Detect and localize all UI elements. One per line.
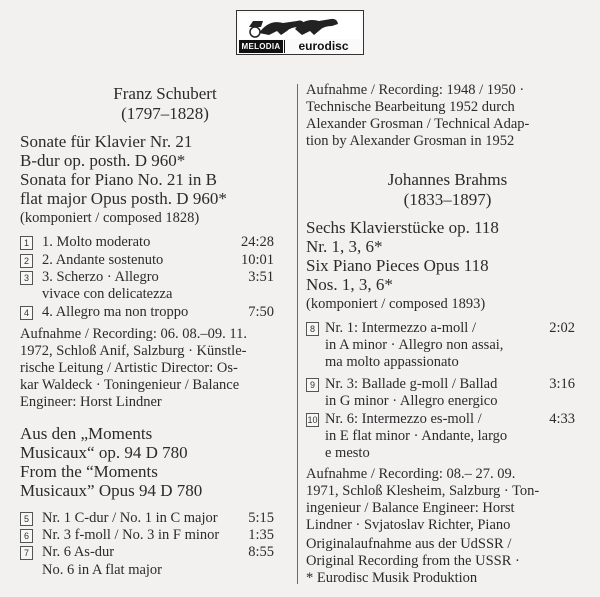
track-number: 3	[20, 271, 33, 285]
recording-line: Aufnahme / Recording: 06. 08.–09. 11.	[20, 326, 247, 342]
moments-title-line: Musicaux“ op. 94 D 780	[20, 443, 188, 462]
track-subtitle: in G minor · Allegro energico	[325, 393, 498, 409]
track-time: 10:01	[240, 252, 274, 268]
track-subtitle: vivace con delicatezza	[42, 286, 173, 302]
track-title: 4. Allegro ma non troppo	[42, 304, 189, 320]
track-subtitle: ma molto appassionato	[325, 354, 459, 370]
footer-line: Originalaufnahme aus der UdSSR /	[306, 536, 512, 552]
brahms-title-line: Six Piano Pieces Opus 118	[306, 256, 489, 275]
track-title: 2. Andante sostenuto	[42, 252, 164, 268]
track-title: Nr. 1: Intermezzo a-moll /	[325, 320, 476, 336]
recording-line: Engineer: Horst Lindner	[20, 394, 162, 410]
track-number: 10	[307, 415, 318, 425]
track-title: Nr. 3: Ballade g-moll / Ballad	[325, 376, 498, 392]
sonata-title-line: B-dur op. posth. D 960*	[20, 151, 186, 170]
schubert-composer: Franz Schubert	[113, 84, 217, 103]
footer-line: * Eurodisc Musik Produktion	[306, 570, 478, 586]
track-subtitle: No. 6 in A flat major	[42, 562, 163, 578]
schubert-years: (1797–1828)	[121, 104, 209, 123]
track-time: 1:35	[248, 527, 274, 543]
recording-line: Lindner · Svjatoslav Richter, Piano	[306, 517, 511, 533]
track-subtitle: in A minor · Allegro non assai,	[325, 337, 504, 353]
track-number: 9	[306, 378, 319, 392]
track-title: 1. Molto moderato	[42, 234, 151, 250]
track-number: 2	[20, 254, 33, 268]
track-time: 4:33	[549, 411, 575, 427]
recording-line: kar Waldeck · Toningenieur / Balance	[20, 377, 240, 393]
track-time: 2:02	[549, 320, 575, 336]
sonata-composed: (komponiert / composed 1828)	[20, 210, 200, 226]
track-number: 1	[20, 236, 33, 250]
brahms-title-line: Nr. 1, 3, 6*	[306, 237, 383, 256]
track-time: 3:16	[549, 376, 575, 392]
track-title: Nr. 6: Intermezzo es-moll /	[325, 411, 482, 427]
track-number: 6	[20, 529, 33, 543]
moments-title-line: Aus den „Moments	[20, 424, 153, 443]
brahms-composer: Johannes Brahms	[387, 170, 508, 189]
moments-title-line: Musicaux” Opus 94 D 780	[20, 481, 203, 500]
recording-line: Aufnahme / Recording: 1948 / 1950 ·	[306, 82, 525, 98]
brahms-title-line: Sechs Klavierstücke op. 118	[306, 218, 499, 237]
melodia-label: MELODIA	[239, 40, 283, 53]
track-number: 4	[20, 306, 33, 320]
brahms-composed: (komponiert / composed 1893)	[306, 296, 486, 312]
recording-line: 1971, Schloß Klesheim, Salzburg · Ton-	[306, 483, 540, 499]
column-divider	[297, 84, 298, 584]
recording-line: 1972, Schloß Anif, Salzburg · Künstle-	[20, 343, 247, 359]
sonata-title-line: Sonata for Piano No. 21 in B	[20, 170, 217, 189]
sonata-title-line: Sonate für Klavier Nr. 21	[20, 132, 193, 151]
track-subtitle: e mesto	[325, 445, 370, 461]
track-time: 7:50	[248, 304, 274, 320]
track-time: 24:28	[240, 234, 274, 250]
track-title: 3. Scherzo · Allegro	[42, 269, 159, 285]
melodia-eurodisc-logo	[236, 10, 364, 55]
track-number: 7	[20, 546, 33, 560]
track-number: 5	[20, 512, 33, 526]
track-subtitle: in E flat minor · Andante, largo	[325, 428, 508, 444]
footer-line: Original Recording from the USSR ·	[306, 553, 520, 569]
moments-title-line: From the “Moments	[20, 462, 158, 481]
track-title: Nr. 3 f-moll / No. 3 in F minor	[42, 527, 220, 543]
track-title: Nr. 1 C-dur / No. 1 in C major	[42, 510, 218, 526]
chariot-horses-icon	[239, 13, 361, 39]
sonata-title-line: flat major Opus posth. D 960*	[20, 189, 227, 208]
track-time: 8:55	[248, 544, 274, 560]
eurodisc-label: eurodisc	[284, 40, 362, 53]
recording-line: tion by Alexander Grosman in 1952	[306, 133, 515, 149]
brahms-title-line: Nos. 1, 3, 6*	[306, 275, 393, 294]
track-time: 3:51	[248, 269, 274, 285]
track-number: 8	[306, 322, 319, 336]
track-title: Nr. 6 As-dur	[42, 544, 115, 560]
brahms-years: (1833–1897)	[403, 190, 492, 209]
recording-line: Technische Bearbeitung 1952 durch	[306, 99, 515, 115]
recording-line: rische Leitung / Artistic Director: Os-	[20, 360, 238, 376]
recording-line: Aufnahme / Recording: 08.– 27. 09.	[306, 466, 516, 482]
recording-line: ingenieur / Balance Engineer: Horst	[306, 500, 515, 516]
recording-line: Alexander Grosman / Technical Adap-	[306, 116, 530, 132]
track-time: 5:15	[248, 510, 274, 526]
